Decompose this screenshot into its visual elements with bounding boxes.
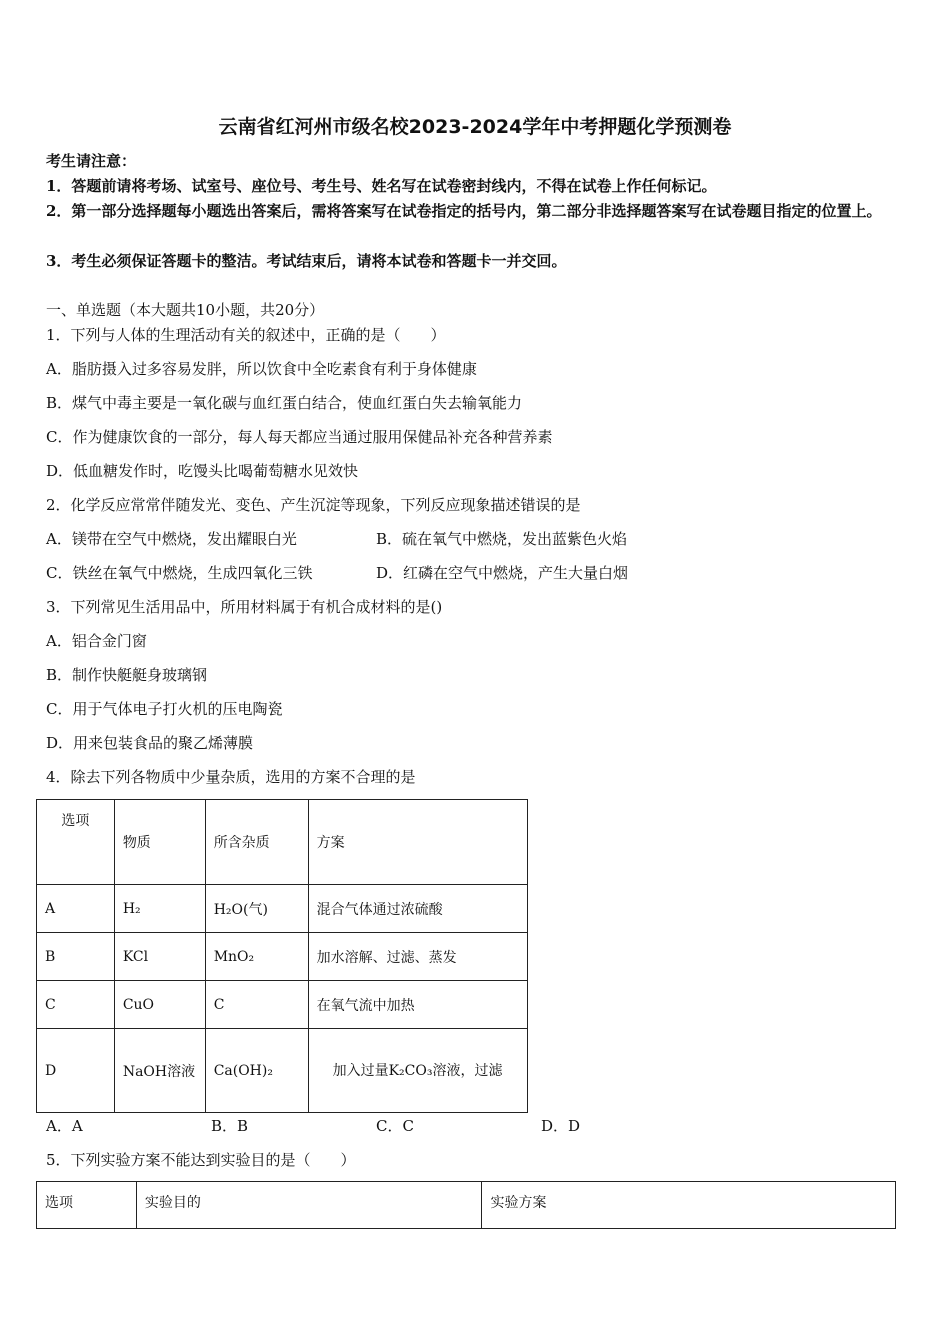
notice-heading: 考生请注意： — [46, 152, 137, 170]
q5-header-goal: 实验目的 — [136, 1182, 482, 1229]
q4-stem: 4．除去下列各物质中少量杂质，选用的方案不合理的是 — [46, 768, 416, 786]
q4-cell: NaOH溶液 — [114, 1029, 205, 1113]
q5-header-method: 实验方案 — [482, 1182, 896, 1229]
q1-option-b: B．煤气中毒主要是一氧化碳与血红蛋白结合，使血红蛋白失去输氧能力 — [46, 394, 523, 412]
q4-header-method: 方案 — [308, 800, 527, 885]
q4-header-option: 选项 — [37, 800, 115, 885]
q5-table — [36, 1181, 896, 1229]
q4-cell: D — [37, 1029, 115, 1113]
q5-header-option: 选项 — [37, 1182, 137, 1229]
q4-table-header-row — [37, 800, 528, 885]
q4-cell: 在氧气流中加热 — [308, 981, 527, 1029]
section-heading: 一、单选题（本大题共10小题，共20分） — [46, 301, 325, 319]
q2-option-d: D．红磷在空气中燃烧，产生大量白烟 — [376, 564, 629, 582]
notice-item-1: 1．答题前请将考场、试室号、座位号、考生号、姓名写在试卷密封线内，不得在试卷上作任何标记。 — [46, 177, 717, 195]
q4-table — [36, 799, 528, 1113]
q3-option-d: D．用来包装食品的聚乙烯薄膜 — [46, 734, 254, 752]
q2-stem: 2．化学反应常常伴随发光、变色、产生沉淀等现象，下列反应现象描述错误的是 — [46, 496, 581, 514]
q4-answer-c: C．C — [376, 1117, 414, 1135]
exam-title: 云南省红河州市级名校2023-2024学年中考押题化学预测卷 — [218, 116, 732, 138]
q4-cell: C — [205, 981, 308, 1029]
q4-answer-d: D．D — [541, 1117, 581, 1135]
q2-option-b: B．硫在氧气中燃烧，发出蓝紫色火焰 — [376, 530, 628, 548]
q5-table-header-row — [37, 1182, 896, 1229]
q3-option-b: B．制作快艇艇身玻璃钢 — [46, 666, 208, 684]
table-row — [37, 981, 528, 1029]
q2-option-c: C．铁丝在氧气中燃烧，生成四氧化三铁 — [46, 564, 313, 582]
q1-stem: 1．下列与人体的生理活动有关的叙述中，正确的是（ ） — [46, 326, 446, 344]
q4-cell: B — [37, 933, 115, 981]
q4-cell: CuO — [114, 981, 205, 1029]
table-row — [37, 933, 528, 981]
q2-option-a: A．镁带在空气中燃烧，发出耀眼白光 — [46, 530, 297, 548]
q4-cell: H₂O(气) — [205, 885, 308, 933]
q5-stem: 5．下列实验方案不能达到实验目的是（ ） — [46, 1151, 356, 1169]
q4-cell: A — [37, 885, 115, 933]
q4-header-impurity: 所含杂质 — [205, 800, 308, 885]
q1-option-a: A．脂肪摄入过多容易发胖，所以饮食中全吃素食有利于身体健康 — [46, 360, 477, 378]
q3-option-c: C．用于气体电子打火机的压电陶瓷 — [46, 700, 283, 718]
q1-option-d: D．低血糖发作时，吃馒头比喝葡萄糖水见效快 — [46, 462, 359, 480]
q4-cell: 加入过量K₂CO₃溶液，过滤 — [308, 1029, 527, 1113]
q4-answer-a: A．A — [46, 1117, 83, 1135]
q1-option-c: C．作为健康饮食的一部分，每人每天都应当通过服用保健品补充各种营养素 — [46, 428, 553, 446]
q4-cell: C — [37, 981, 115, 1029]
q4-cell: KCl — [114, 933, 205, 981]
table-row — [37, 1029, 528, 1113]
q3-option-a: A．铝合金门窗 — [46, 632, 147, 650]
q4-cell: H₂ — [114, 885, 205, 933]
q4-cell: Ca(OH)₂ — [205, 1029, 308, 1113]
q3-stem: 3．下列常见生活用品中，所用材料属于有机合成材料的是() — [46, 598, 443, 616]
q4-cell: 混合气体通过浓硫酸 — [308, 885, 527, 933]
table-row — [37, 885, 528, 933]
notice-item-2: 2．第一部分选择题每小题选出答案后，需将答案写在试卷指定的括号内，第二部分非选择题答案写在试卷题目指定的位置上。 — [46, 202, 882, 220]
q4-cell: MnO₂ — [205, 933, 308, 981]
q4-answer-b: B．B — [211, 1117, 249, 1135]
q4-cell: 加水溶解、过滤、蒸发 — [308, 933, 527, 981]
q4-header-substance: 物质 — [114, 800, 205, 885]
notice-item-3: 3．考生必须保证答题卡的整洁。考试结束后，请将本试卷和答题卡一并交回。 — [46, 252, 567, 270]
